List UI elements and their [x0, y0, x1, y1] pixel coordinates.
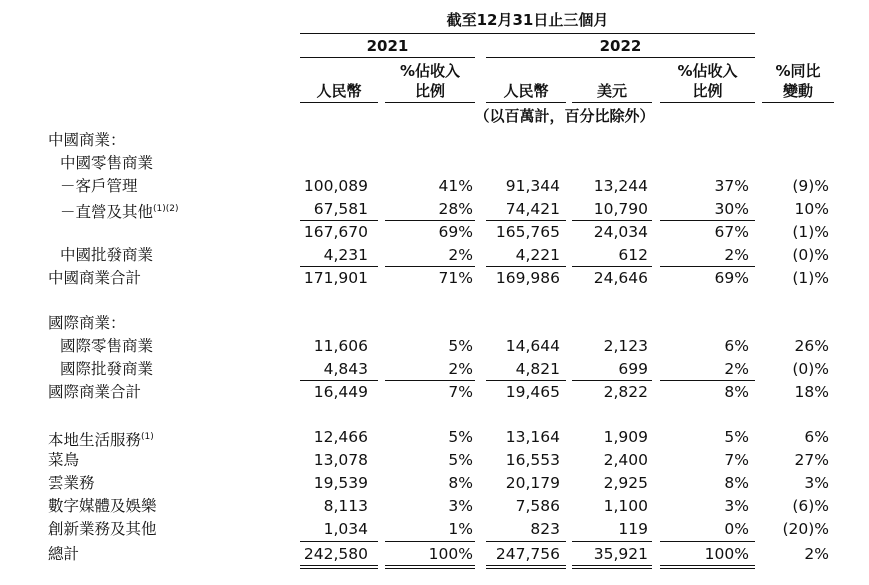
cell-pct-2021: 28% — [438, 200, 473, 218]
cell-pct-2022: 7% — [724, 451, 749, 469]
col-yoy-header-line2: 變動 — [782, 82, 813, 100]
period-underline — [300, 33, 755, 34]
cell-rmb-2021: 167,670 — [303, 223, 368, 241]
row-label: 總計 — [48, 545, 80, 563]
col-yoy-header-line1: %同比 — [775, 62, 821, 80]
subtotal-line — [486, 220, 566, 221]
cell-pct-2021: 41% — [438, 177, 473, 195]
cell-yoy: 3% — [804, 474, 829, 492]
cell-pct-2022: 8% — [724, 383, 749, 401]
col-yoy-underline — [762, 102, 834, 103]
row-label: 本地生活服務$^{(1)}$ — [48, 431, 154, 449]
cell-usd-2022: 10,790 — [593, 200, 648, 218]
cell-usd-2022: 2,925 — [603, 474, 648, 492]
row-label: 國際批發商業 — [60, 360, 154, 378]
cell-rmb-2021: 16,449 — [313, 383, 368, 401]
cell-pct-2022: 3% — [724, 497, 749, 515]
cell-usd-2022: 35,921 — [593, 545, 648, 563]
cell-rmb-2022: 14,644 — [505, 337, 560, 355]
cell-yoy: 18% — [794, 383, 829, 401]
cell-yoy: 2% — [804, 545, 829, 563]
col-pct-2021-header-line1: %佔收入 — [399, 62, 461, 80]
cell-rmb-2022: 74,421 — [505, 200, 560, 218]
total-double-line — [572, 568, 652, 569]
row-label: 國際零售商業 — [60, 337, 154, 355]
cell-pct-2021: 7% — [448, 383, 473, 401]
subtotal-line — [486, 380, 566, 381]
row-label: －客戶管理 — [60, 177, 138, 195]
cell-rmb-2022: 823 — [530, 520, 560, 538]
year-2021-heading: 2021 — [366, 37, 409, 55]
col-usd-2022-header: 美元 — [596, 82, 627, 100]
subtotal-line — [300, 380, 378, 381]
subtotal-line — [300, 266, 378, 267]
col-pct-2022-underline — [660, 102, 755, 103]
total-line — [300, 541, 378, 542]
cell-yoy: (6)% — [792, 497, 829, 515]
col-pct-2021-underline — [385, 102, 475, 103]
row-label: －直營及其他$^{(1)(2)}$ — [60, 203, 179, 221]
cell-rmb-2021: 4,843 — [323, 360, 368, 378]
total-line — [572, 541, 652, 542]
cell-usd-2022: 2,822 — [603, 383, 648, 401]
cell-rmb-2022: 247,756 — [495, 545, 560, 563]
cell-yoy: (9)% — [792, 177, 829, 195]
total-double-line — [572, 565, 652, 566]
cell-pct-2021: 69% — [438, 223, 473, 241]
col-rmb-2022-underline — [486, 102, 566, 103]
subtotal-line — [660, 266, 755, 267]
cell-pct-2022: 30% — [714, 200, 749, 218]
col-rmb-2021-header: 人民幣 — [316, 82, 362, 100]
cell-rmb-2021: 12,466 — [313, 428, 368, 446]
cell-rmb-2022: 4,821 — [515, 360, 560, 378]
cell-yoy: 26% — [794, 337, 829, 355]
cell-pct-2022: 37% — [714, 177, 749, 195]
cell-pct-2021: 8% — [448, 474, 473, 492]
col-rmb-2021-underline — [300, 102, 378, 103]
cell-rmb-2022: 20,179 — [505, 474, 560, 492]
total-double-line — [486, 565, 566, 566]
subtotal-line — [572, 380, 652, 381]
total-double-line — [385, 565, 475, 566]
cell-pct-2022: 5% — [724, 428, 749, 446]
cell-rmb-2021: 1,034 — [323, 520, 368, 538]
subtotal-line — [385, 220, 475, 221]
cell-rmb-2021: 67,581 — [313, 200, 368, 218]
cell-yoy: (20)% — [782, 520, 829, 538]
cell-rmb-2021: 11,606 — [313, 337, 368, 355]
cell-rmb-2021: 171,901 — [303, 269, 368, 287]
cell-rmb-2022: 169,986 — [495, 269, 560, 287]
total-double-line — [385, 568, 475, 569]
cell-rmb-2021: 13,078 — [313, 451, 368, 469]
row-label: 中國批發商業 — [60, 246, 154, 264]
row-label: 中國商業合計 — [48, 269, 142, 287]
cell-pct-2022: 69% — [714, 269, 749, 287]
units-note: （以百萬計，百分比除外） — [474, 107, 655, 125]
cell-usd-2022: 612 — [618, 246, 648, 264]
col-rmb-2022-header: 人民幣 — [503, 82, 549, 100]
subtotal-line — [385, 380, 475, 381]
total-line — [486, 541, 566, 542]
row-label: 國際商業合計 — [48, 383, 142, 401]
subtotal-line — [572, 266, 652, 267]
cell-rmb-2022: 7,586 — [515, 497, 560, 515]
cell-rmb-2022: 91,344 — [505, 177, 560, 195]
cell-rmb-2022: 19,465 — [505, 383, 560, 401]
period-heading: 截至12月31日止三個月 — [446, 11, 609, 29]
cell-usd-2022: 1,100 — [603, 497, 648, 515]
row-label: 數字媒體及娛樂 — [48, 497, 157, 515]
cell-pct-2022: 2% — [724, 360, 749, 378]
cell-pct-2022: 67% — [714, 223, 749, 241]
cell-rmb-2021: 8,113 — [323, 497, 368, 515]
cell-pct-2021: 2% — [448, 246, 473, 264]
total-double-line — [486, 568, 566, 569]
year-2022-underline — [486, 57, 755, 58]
cell-yoy: (1)% — [792, 223, 829, 241]
cell-pct-2021: 5% — [448, 337, 473, 355]
cell-pct-2021: 3% — [448, 497, 473, 515]
total-double-line — [660, 568, 755, 569]
cell-rmb-2022: 13,164 — [505, 428, 560, 446]
col-pct-2021-header-line2: 比例 — [414, 82, 445, 100]
cell-pct-2021: 71% — [438, 269, 473, 287]
subtotal-line — [660, 220, 755, 221]
cell-rmb-2021: 19,539 — [313, 474, 368, 492]
subtotal-line — [486, 266, 566, 267]
cell-pct-2021: 2% — [448, 360, 473, 378]
row-label: 雲業務 — [48, 474, 95, 492]
total-line — [660, 541, 755, 542]
subtotal-line — [300, 220, 378, 221]
cell-yoy: (0)% — [792, 360, 829, 378]
cell-pct-2022: 2% — [724, 246, 749, 264]
row-label: 創新業務及其他 — [48, 520, 157, 538]
row-label: 中國商業： — [48, 131, 126, 149]
subtotal-line — [385, 266, 475, 267]
cell-usd-2022: 13,244 — [593, 177, 648, 195]
cell-pct-2022: 100% — [704, 545, 749, 563]
row-label: 國際商業： — [48, 314, 126, 332]
cell-usd-2022: 2,123 — [603, 337, 648, 355]
cell-pct-2022: 8% — [724, 474, 749, 492]
total-double-line — [300, 568, 378, 569]
cell-rmb-2022: 16,553 — [505, 451, 560, 469]
row-label: 菜鳥 — [48, 451, 80, 469]
cell-rmb-2022: 165,765 — [495, 223, 560, 241]
cell-pct-2022: 0% — [724, 520, 749, 538]
cell-yoy: 27% — [794, 451, 829, 469]
total-double-line — [300, 565, 378, 566]
cell-usd-2022: 1,909 — [603, 428, 648, 446]
col-pct-2022-header-line2: 比例 — [692, 82, 723, 100]
cell-usd-2022: 119 — [618, 520, 648, 538]
subtotal-line — [572, 220, 652, 221]
cell-pct-2021: 1% — [448, 520, 473, 538]
cell-pct-2021: 100% — [428, 545, 473, 563]
row-label: 中國零售商業 — [60, 154, 154, 172]
cell-yoy: 10% — [794, 200, 829, 218]
year-2022-heading: 2022 — [599, 37, 642, 55]
total-double-line — [660, 565, 755, 566]
cell-rmb-2022: 4,221 — [515, 246, 560, 264]
cell-yoy: (0)% — [792, 246, 829, 264]
total-line — [385, 541, 475, 542]
cell-usd-2022: 2,400 — [603, 451, 648, 469]
cell-rmb-2021: 100,089 — [303, 177, 368, 195]
cell-usd-2022: 24,646 — [593, 269, 648, 287]
year-2021-underline — [300, 57, 475, 58]
cell-pct-2022: 6% — [724, 337, 749, 355]
cell-rmb-2021: 242,580 — [303, 545, 368, 563]
cell-pct-2021: 5% — [448, 451, 473, 469]
cell-usd-2022: 699 — [618, 360, 648, 378]
col-usd-2022-underline — [572, 102, 652, 103]
col-pct-2022-header-line1: %佔收入 — [677, 62, 738, 80]
cell-yoy: 6% — [804, 428, 829, 446]
cell-usd-2022: 24,034 — [593, 223, 648, 241]
subtotal-line — [660, 380, 755, 381]
cell-pct-2021: 5% — [448, 428, 473, 446]
cell-yoy: (1)% — [792, 269, 829, 287]
cell-rmb-2021: 4,231 — [323, 246, 368, 264]
